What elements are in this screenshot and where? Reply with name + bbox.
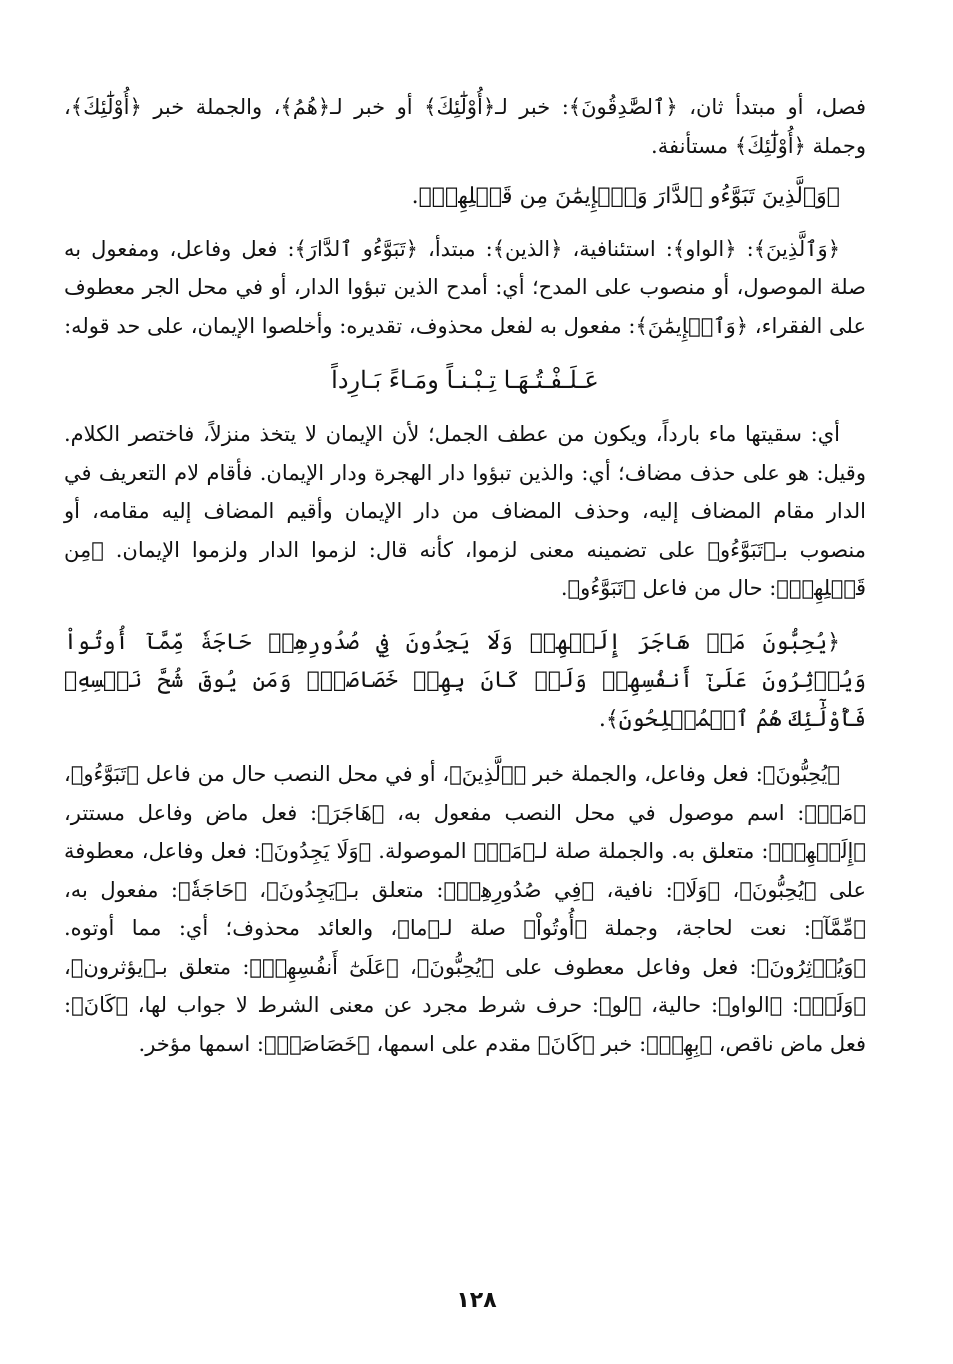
paragraph-1: فصل، أو مبتدأ ثان، ﴿ٱلصَّٰدِقُونَ﴾: خبر لـ﴿أُوْلَٰٓئِكَ﴾ أو خبر لـ﴿هُمُ﴾، والجملة خبر ﴿أُوْلَٰٓئِكَ﴾، وجملة ﴿أُوْلَٰٓئِكَ﴾ مستأنفة. <box>64 95 866 158</box>
page-number: ١٢٨ <box>456 1288 497 1313</box>
page-body <box>64 88 866 1063</box>
quran-verse-1: ﴿وَٱلَّذِينَ تَبَوَّءُو ٱلدَّارَ وَٱلۡإِيمَٰنَ مِن قَبۡلِهِمۡ﴾. <box>411 184 840 209</box>
paragraph-3: أي: سقيتها ماء بارداً، ويكون من عطف الجمل؛ لأن الإيمان لا يتخذ منزلاً، فاختصر الكلام. وقيل: هو على حذف مضاف؛ أي: والذين تبؤوا دار الهجرة ودار الإيمان. فأقام لام التعريف في الدار مقام المضاف إليه، وحذف المضاف من دار الإيمان وأقيم المضاف إليه مقامه، أو منصوب بـ﴿تَبَوَّءُو﴾ على تضمينه معنى لزموا، كأنه قال: لزموا الدار ولزموا الإيمان. ﴿مِن قَبۡلِهِمۡ﴾: حال من فاعل ﴿تَبَوَّءُو﴾. <box>64 422 866 600</box>
quran-verse-2: ﴿يُحِبُّونَ مَنۡ هَاجَرَ إِلَيۡهِمۡ وَلَا يَجِدُونَ فِي صُدُورِهِمۡ حَاجَةٗ مِّمَّآ أُوتُواْ وَيُؤۡثِرُونَ عَلَىٰٓ أَنفُسِهِمۡ وَلَوۡ كَانَ بِهِمۡ خَصَاصَةٞۚ وَمَن يُوقَ شُحَّ نَفۡسِهِۦ فَأُوْلَٰٓئِكَ هُمُ ٱلۡمُفۡلِحُونَ﴾. <box>64 629 866 732</box>
paragraph-4: ﴿يُحِبُّونَ﴾: فعل وفاعل، والجملة خبر ﴿ٱلَّذِينَ﴾، أو في محل النصب حال من فاعل ﴿تَبَوَّءُو﴾، ﴿مَنۡ﴾: اسم موصول في محل النصب مفعول به، ﴿هَاجَرَ﴾: فعل ماض وفاعل مستتر، ﴿إِلَيۡهِمۡ﴾: متعلق به. والجملة صلة لـ﴿مَنۡ﴾ الموصولة. ﴿وَلَا يَجِدُونَ﴾: فعل وفاعل، معطوفة على ﴿يُحِبُّونَ﴾، ﴿وَلَا﴾: نافية، ﴿فِي صُدُورِهِمۡ﴾: متعلق بـ﴿يَجِدُونَ﴾، ﴿حَاجَةٗ﴾: مفعول به، ﴿مِّمَّآ﴾: نعت لحاجة، وجملة ﴿أُوتُواْ﴾ صلة لـ﴿ما﴾، والعائد محذوف؛ أي: مما أوتوه. ﴿وَيُؤۡثِرُونَ﴾: فعل وفاعل معطوف على ﴿يُحِبُّونَ﴾، ﴿عَلَىٰٓ أَنفُسِهِمۡ﴾: متعلق بـ﴿يؤثرون﴾، ﴿وَلَوۡ﴾: ﴿الواو﴾: حالية، ﴿لو﴾: حرف شرط مجرد عن معنى الشرط لا جواب لها، ﴿كَانَ﴾: فعل ماض ناقص، ﴿بِهِمۡ﴾: خبر ﴿كَانَ﴾ مقدم على اسمها، ﴿خَصَاصَةٞ﴾: اسمها مؤخر. <box>64 762 866 1056</box>
paragraph-2: ﴿وَٱلَّذِينَ﴾: ﴿الواو﴾: استئنافية، ﴿الذين﴾: مبتدأ، ﴿تَبَوَّءُو ٱلدَّارَ﴾: فعل وفاعل، ومفعول به صلة الموصول، أو منصوب على المدح؛ أي: أمدح الذين تبؤوا الدار، أو في محل الجر معطوف على الفقراء، ﴿وَٱلۡإِيمَٰنَ﴾: مفعول به لفعل محذوف، تقديره: وأخلصوا الإيمان، على حد قوله: <box>64 236 866 338</box>
poetry-verse: عَـلَـفْـتُـهَـا تِـبْـنـاً ومَـاءً بَـارِداً <box>331 366 599 394</box>
